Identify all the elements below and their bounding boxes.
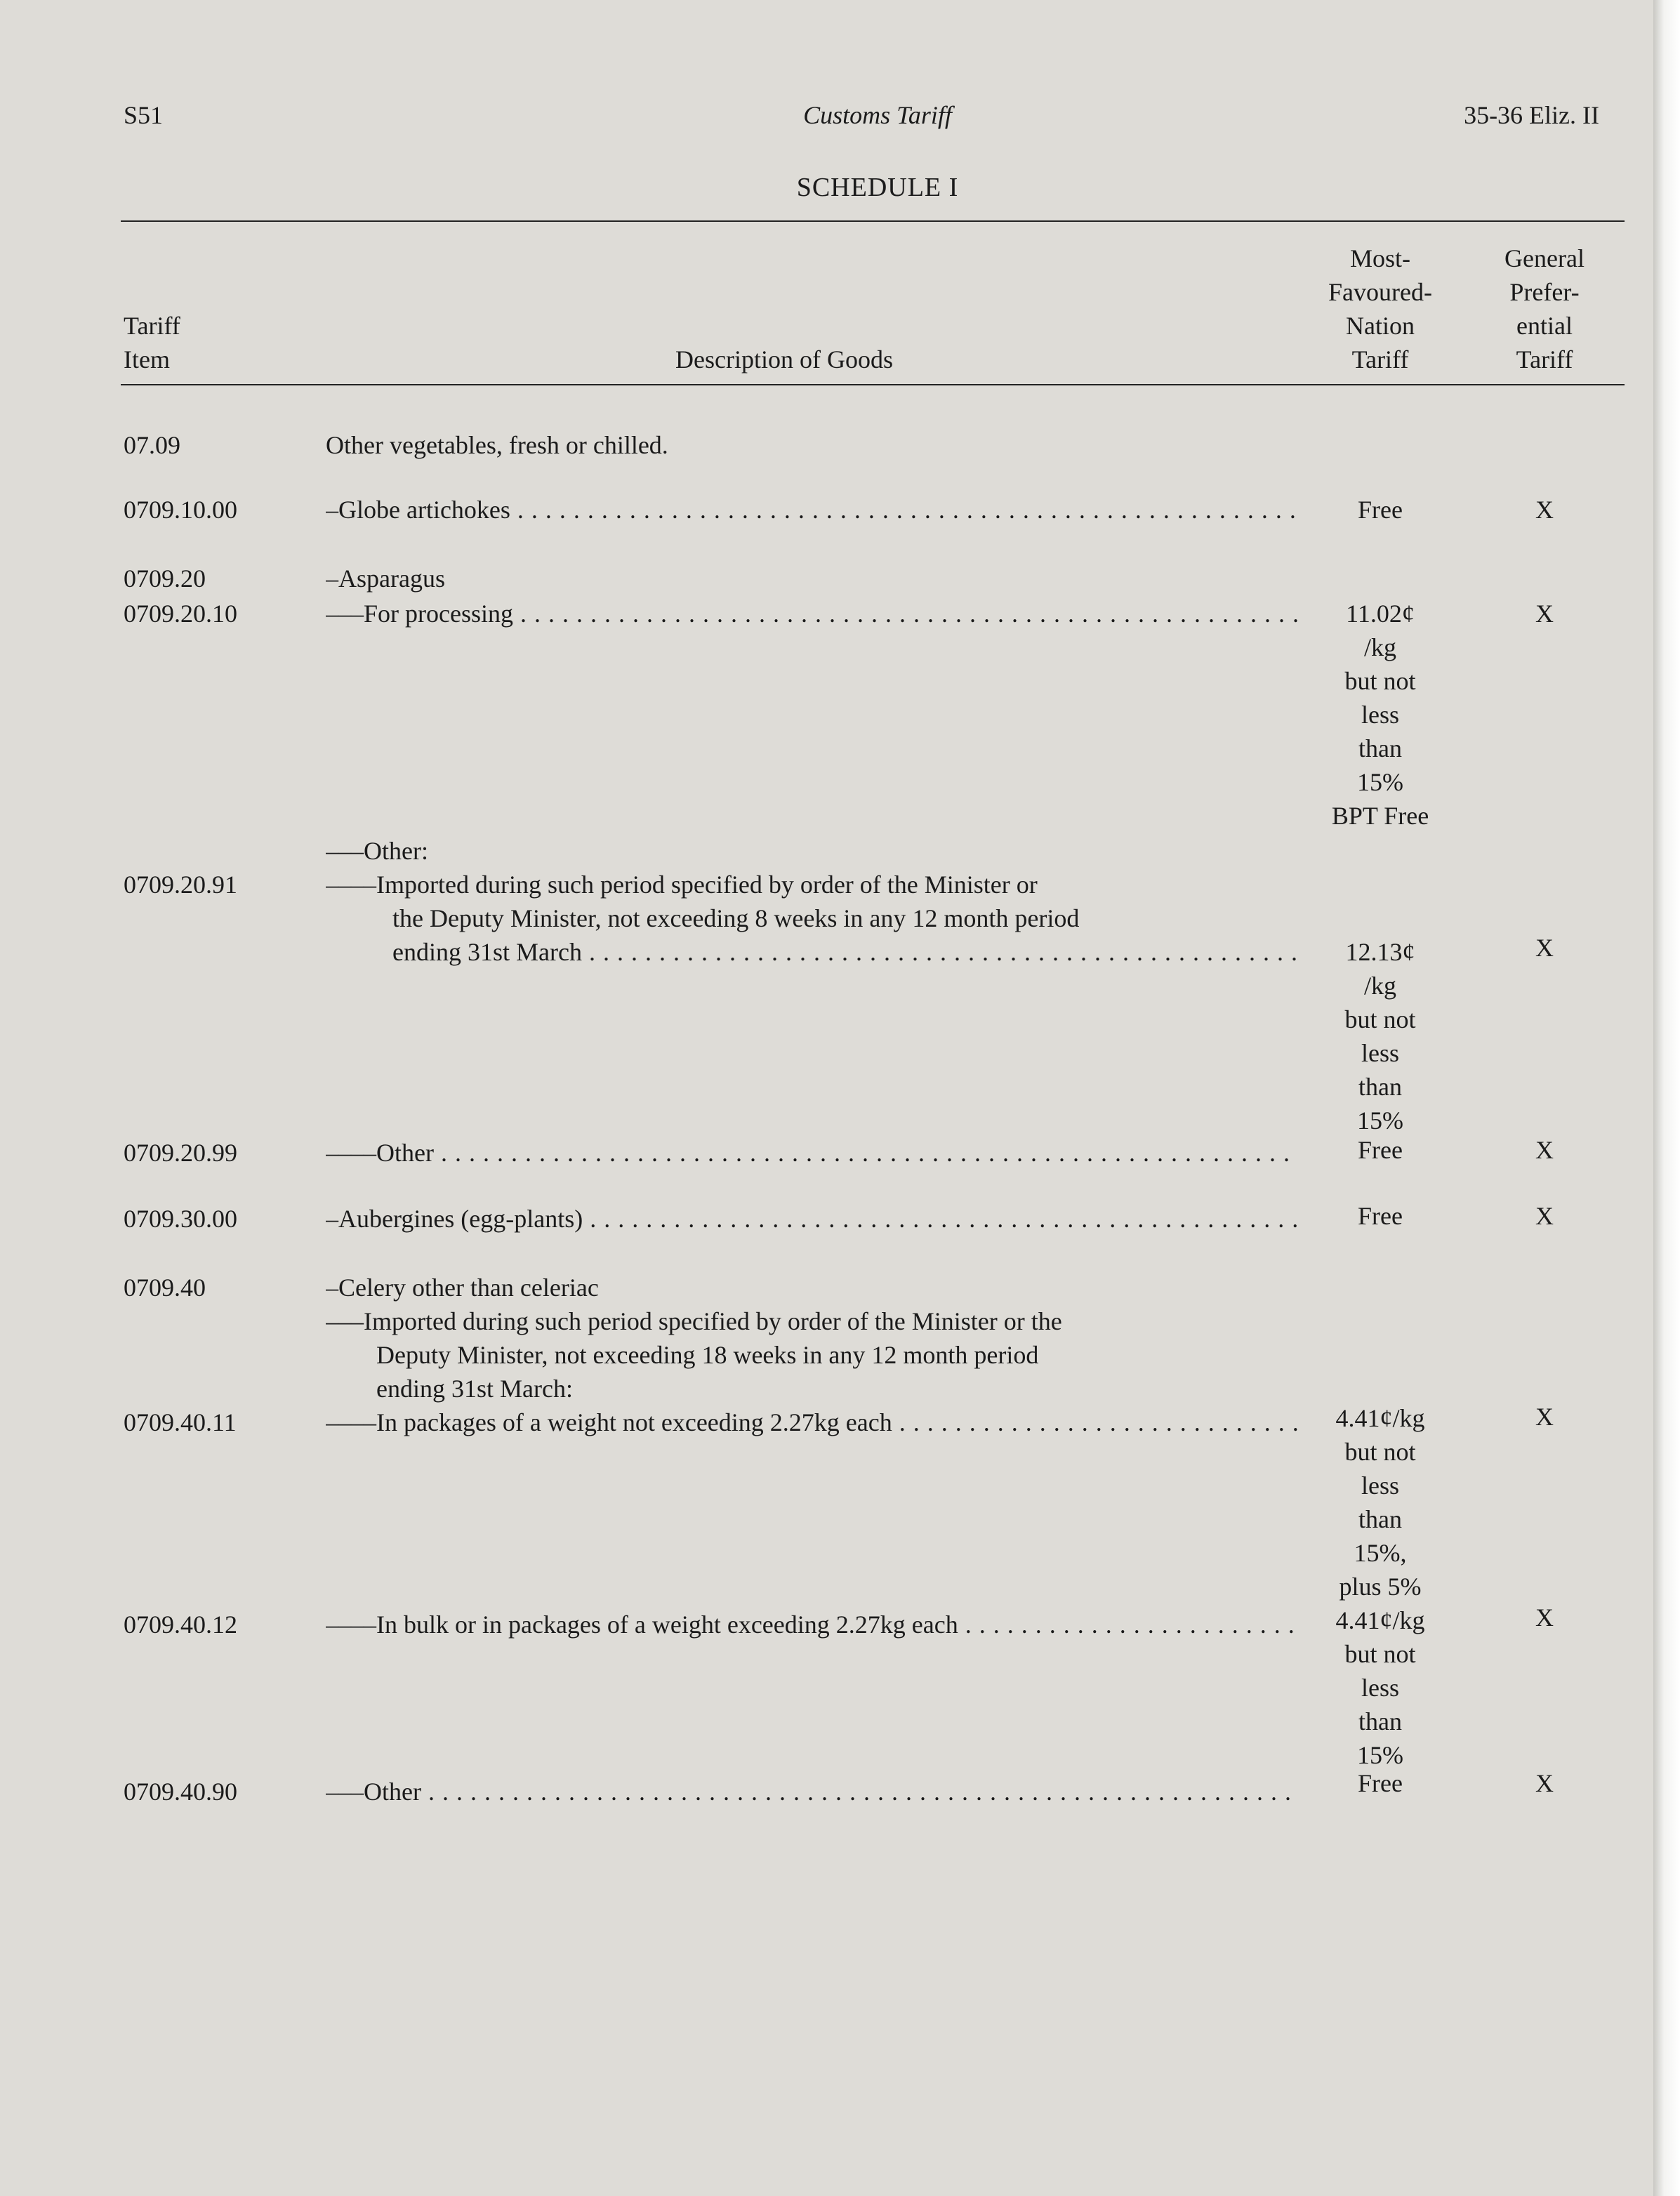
mfn-rate: 11.02¢ /kg but not less than 15%: [1344, 600, 1416, 796]
gpt-mark: X: [1535, 496, 1554, 524]
tariff-item-number: 0709.40.12: [124, 1610, 237, 1639]
goods-description: ––––Imported during such period specified by order of the Minister or: [326, 871, 1038, 899]
tariff-item-number: 0709.10.00: [124, 496, 237, 524]
page-number: S51: [124, 101, 164, 129]
column-header-gpt-tariff: General Prefer- ential Tariff: [1504, 244, 1585, 373]
tariff-item-number: 0709.40.90: [124, 1778, 237, 1806]
column-header-mfn-tariff: Most- Favoured- Nation Tariff: [1328, 244, 1432, 373]
goods-description-continued: Deputy Minister, not exceeding 18 weeks in any 12 month period: [376, 1341, 1039, 1369]
goods-description: Other vegetables, fresh or chilled.: [326, 431, 668, 459]
regnal-year: 35-36 Eliz. II: [1464, 101, 1599, 129]
mfn-rate: Free: [1358, 1136, 1403, 1164]
goods-description: –––Other:: [326, 837, 428, 865]
goods-description: –Aubergines (egg-plants) . . .: [326, 1202, 1298, 1236]
goods-description: ––––Other . . .: [326, 1136, 1298, 1170]
column-header-description: Description of Goods: [675, 345, 893, 373]
goods-description: –Celery other than celeriac: [326, 1274, 599, 1302]
gpt-mark: X: [1535, 1136, 1554, 1164]
column-header-tariff-item: Tariff Item: [124, 312, 180, 373]
goods-description: ––––In packages of a weight not exceeding 2.27kg each . . .: [326, 1405, 1298, 1439]
bpt-rate: BPT Free: [1331, 802, 1429, 830]
mfn-rate: Free: [1358, 1769, 1403, 1797]
goods-description-continued: –––Imported during such period specified by order of the Minister or the: [326, 1307, 1062, 1335]
mfn-rate: 4.41¢/kg but not less than 15%: [1335, 1606, 1425, 1769]
tariff-item-number: 0709.40.11: [124, 1408, 237, 1436]
gpt-mark: X: [1535, 1603, 1554, 1632]
mfn-rate: 12.13¢ /kg but not less than 15%: [1344, 938, 1416, 1135]
goods-description: –––For processing . . .: [326, 597, 1298, 630]
mfn-rate: Free: [1358, 1202, 1403, 1230]
tariff-item-number: 0709.40: [124, 1274, 206, 1302]
tariff-item-number: 0709.20.10: [124, 600, 237, 628]
goods-description: ––––In bulk or in packages of a weight exceeding 2.27kg each . . .: [326, 1608, 1298, 1641]
gpt-mark: X: [1535, 1403, 1554, 1431]
goods-description: –Globe artichokes . . .: [326, 493, 1298, 527]
tariff-item-number: 0709.20.99: [124, 1139, 237, 1167]
schedule-title: SCHEDULE I: [796, 173, 959, 202]
mfn-rate: 4.41¢/kg but not less than 15%, plus 5%: [1335, 1404, 1425, 1601]
running-title: Customs Tariff: [803, 101, 952, 129]
page-binding-edge: [1653, 0, 1680, 2196]
tariff-item-number: 07.09: [124, 431, 180, 459]
gpt-mark: X: [1535, 600, 1554, 628]
tariff-item-number: 0709.20.91: [124, 871, 237, 899]
gpt-mark: X: [1535, 1202, 1554, 1230]
tariff-item-number: 0709.30.00: [124, 1205, 237, 1233]
gpt-mark: X: [1535, 1769, 1554, 1797]
goods-description-continued: the Deputy Minister, not exceeding 8 weeks in any 12 month period: [392, 904, 1080, 932]
goods-description: –Asparagus: [326, 564, 445, 593]
tariff-item-number: 0709.20: [124, 564, 206, 593]
goods-description: –––Other . . .: [326, 1775, 1298, 1808]
goods-description-continued: ending 31st March . . .: [392, 935, 1298, 969]
mfn-rate: Free: [1358, 496, 1403, 524]
goods-description-continued: ending 31st March:: [376, 1375, 573, 1403]
gpt-mark: X: [1535, 934, 1554, 962]
